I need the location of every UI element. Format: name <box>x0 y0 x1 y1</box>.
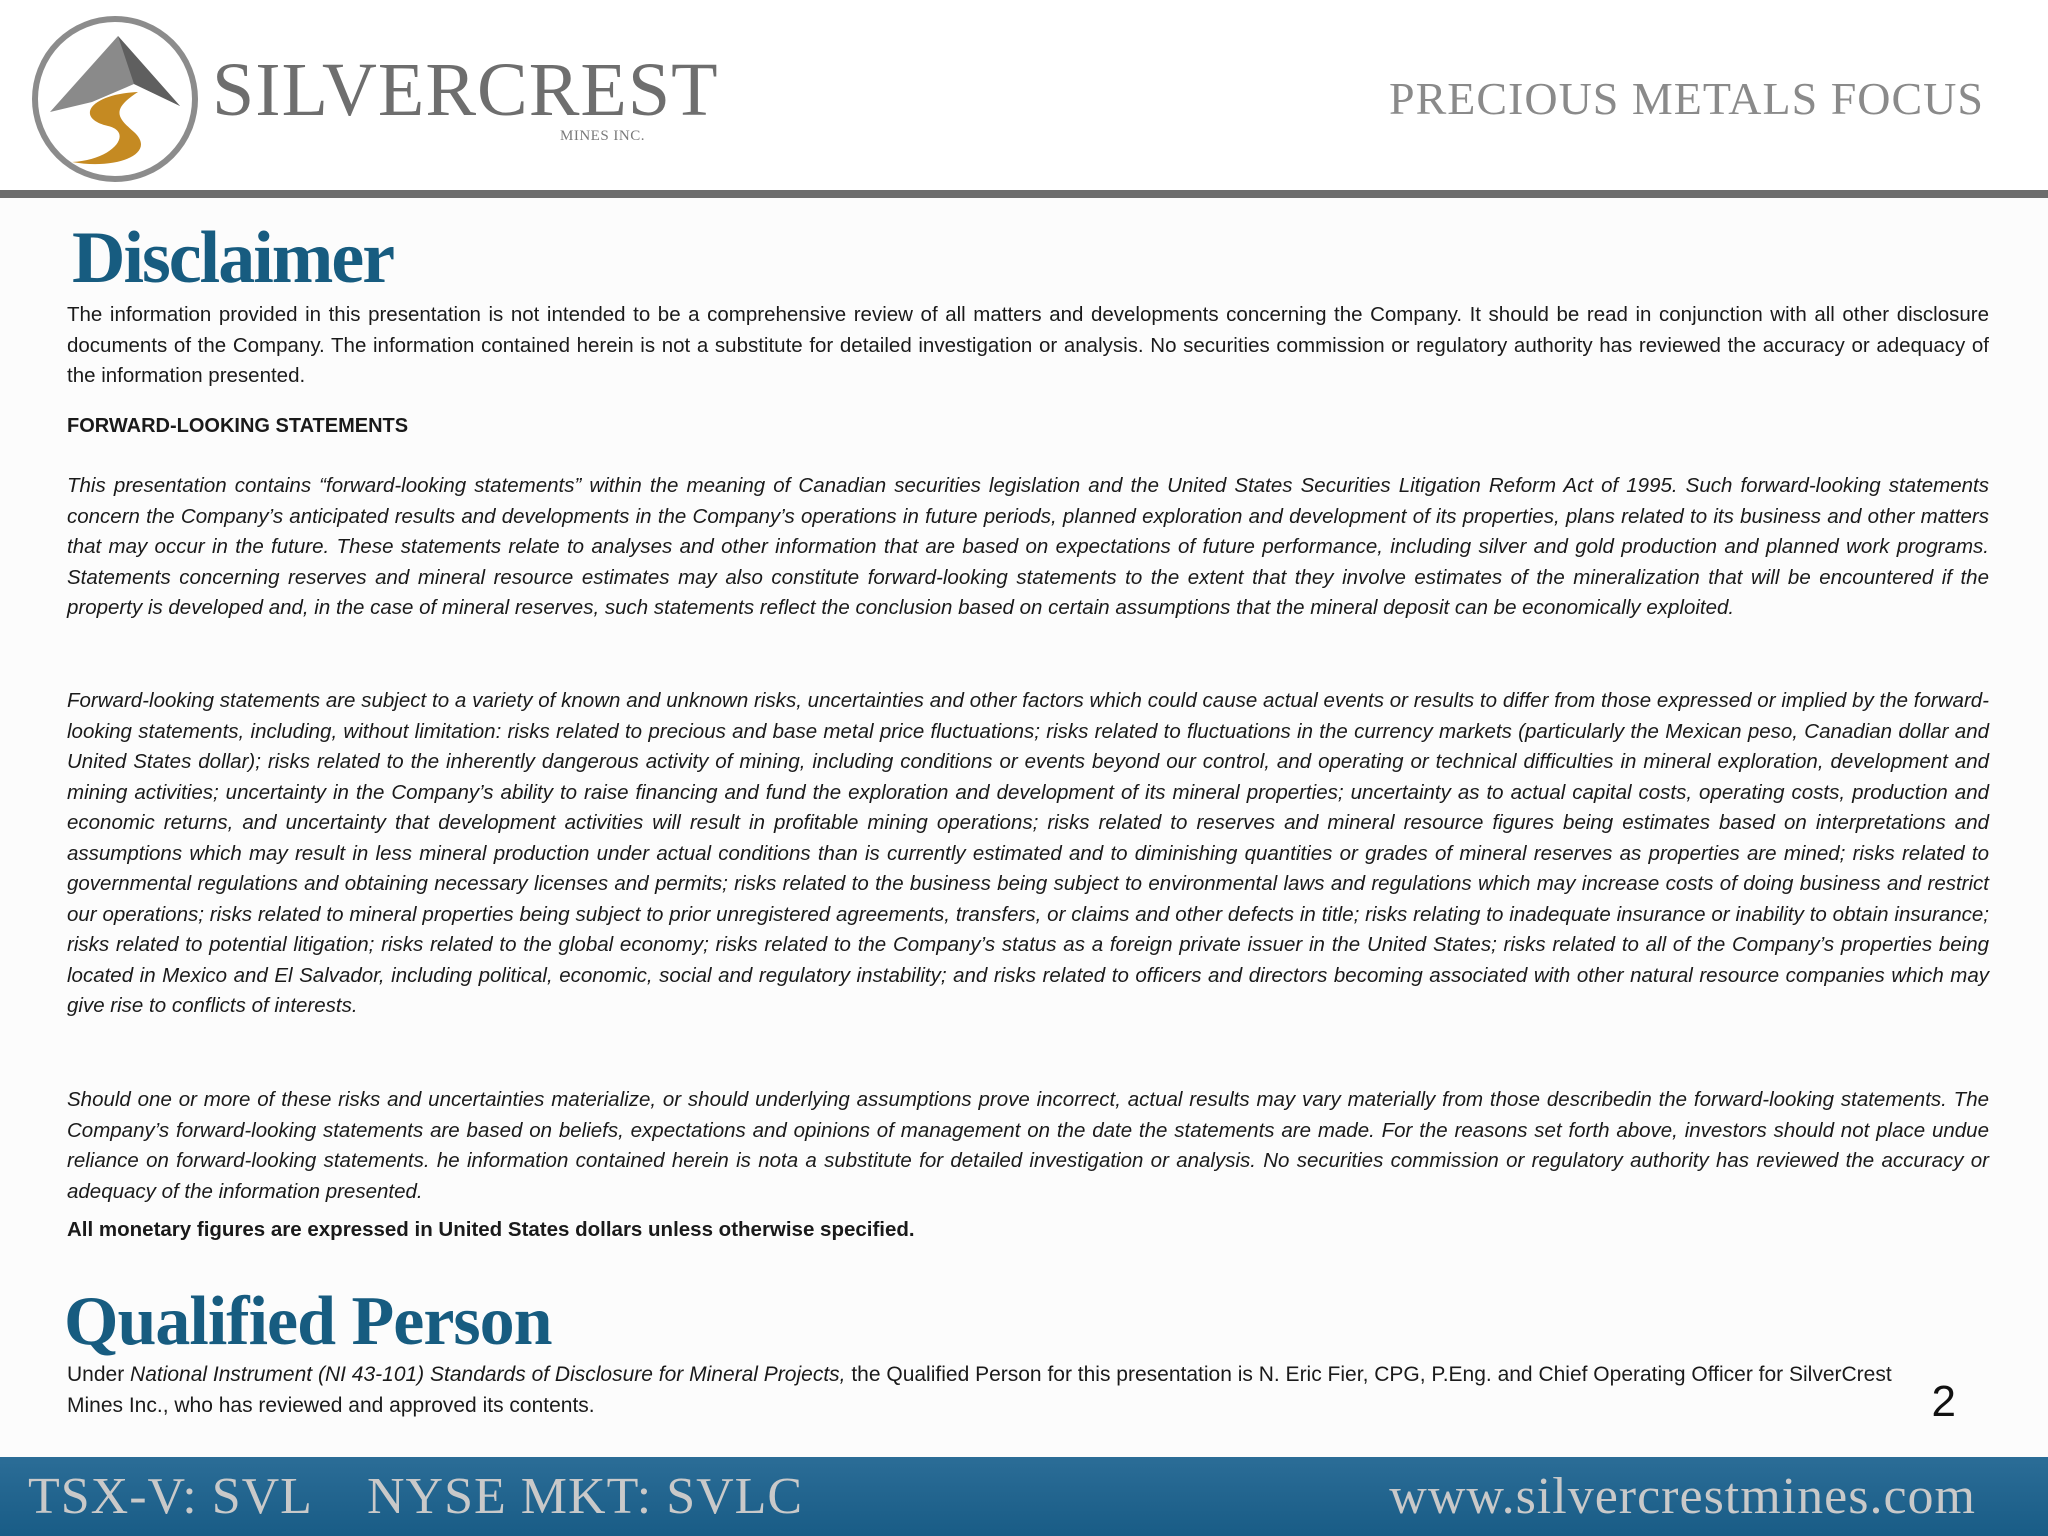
header <box>0 0 2048 190</box>
disclaimer-intro: The information provided in this presentation is not intended to be a comprehensive review of all matters and developments concerning the Company. It should be read in conjunction with all other disclosure documents of the Company. The information contained herein is not a substitute for detailed investigation or analysis. No securities commission or regulatory authority has reviewed the accuracy or adequacy of the information presented. <box>67 303 1989 387</box>
forward-looking-paragraph-2: Forward-looking statements are subject to a variety of known and unknown risks, uncertainties and other factors which could cause actual events or results to differ from those expressed or implied by the forward-looking statements, including, without limitation: risks related to precious and base metal price fluctuations; risks related to fluctuations in the currency markets (particularly the Mexican peso, Canadian dollar and United States dollar); risks related to the inherently dangerous activity of mining, including conditions or events beyond our control, and operating or technical difficulties in mineral exploration, development and mining activities; uncertainty in the Company’s ability to raise financing and fund the exploration and development of its mineral properties; uncertainty as to actual capital costs, operating costs, production and economic returns, and uncertainty that development activities will result in profitable mining operations; risks related to reserves and mineral resource figures being estimates based on interpretations and assumptions which may result in less mineral production under actual conditions than is currently estimated and to diminishing quantities or grades of mineral reserves as properties are mined; risks related to governmental regulations and obtaining necessary licenses and permits; risks related to the business being subject to environmental laws and regulations which may increase costs of doing business and restrict our operations; risks related to mineral properties being subject to prior unregistered agreements, transfers, or claims and other defects in title; risks relating to inadequate insurance or inability to obtain insurance; risks related to potential litigation; risks related to the global economy; risks related to the Company’s status as a foreign private issuer in the United States; risks related to all of the Company’s properties being located in Mexico and El Salvador, including political, economic, social and regulatory instability; and risks related to officers and directors becoming associated with other natural resource companies which may give rise to conflicts of interests. <box>67 689 1989 1017</box>
header-divider <box>0 190 2048 198</box>
qp-text-prefix: Under <box>67 1363 131 1386</box>
qualified-person-text <box>67 1360 1907 1421</box>
forward-looking-paragraph-3: Should one or more of these risks and uncertainties materialize, or should underlying assumptions prove incorrect, actual results may vary materially from those describedin the forward-looking statements. The Company’s forward-looking statements are based on beliefs, expectations and opinions of management on the date the statements are made. For the reasons set forth above, investors should not place undue reliance on forward-looking statements. he information contained herein is nota a substitute for detailed investigation or analysis. No securities commission or regulatory authority has reviewed the accuracy or adequacy of the information presented. <box>67 1088 1989 1203</box>
silvercrest-logo-mark <box>30 14 200 184</box>
footer-bar <box>0 1457 2048 1536</box>
forward-looking-heading: FORWARD-LOOKING STATEMENTS <box>67 415 409 437</box>
stock-ticker: TSX-V: SVL NYSE MKT: SVLC <box>28 1468 804 1525</box>
forward-looking-paragraph-1: This presentation contains “forward-looking statements” within the meaning of Canadian securities legislation and the United States Securities Litigation Reform Act of 1995. Such forward-looking statements concern the Company’s anticipated results and developments in the Company’s operations in future periods, planned exploration and development of its properties, plans related to its business and other matters that may occur in the future. These statements relate to analyses and other information that are based on expectations of future performance, including silver and gold production and planned work programs. Statements concerning reserves and mineral resource estimates may also constitute forward-looking statements to the extent that they involve estimates of the mineralization that will be encountered if the property is developed and, in the case of mineral reserves, such statements reflect the conclusion based on certain assumptions that the mineral deposit can be economically exploited. <box>67 474 1989 619</box>
disclaimer-title: Disclaimer <box>72 217 394 299</box>
company-name: SILVERCREST <box>212 48 719 132</box>
website-link[interactable]: www.silvercrestmines.com <box>1389 1468 1976 1525</box>
qp-text-instrument: National Instrument (NI 43-101) Standards of Disclosure for Mineral Projects, <box>130 1363 846 1386</box>
qualified-person-title: Qualified Person <box>64 1283 552 1360</box>
tagline: PRECIOUS METALS FOCUS <box>1389 73 1984 124</box>
qp-text-suffix: the Qualified Person for this presentation is N. Eric Fier, CPG, P.Eng. and Chief Operating Officer for SilverCrest Mines Inc., who has reviewed and approved its contents. <box>67 1363 1892 1417</box>
company-subtitle: MINES INC. <box>560 128 646 144</box>
monetary-note: All monetary figures are expressed in United States dollars unless otherwise specified. <box>67 1218 915 1241</box>
page-number: 2 <box>1931 1377 1956 1426</box>
